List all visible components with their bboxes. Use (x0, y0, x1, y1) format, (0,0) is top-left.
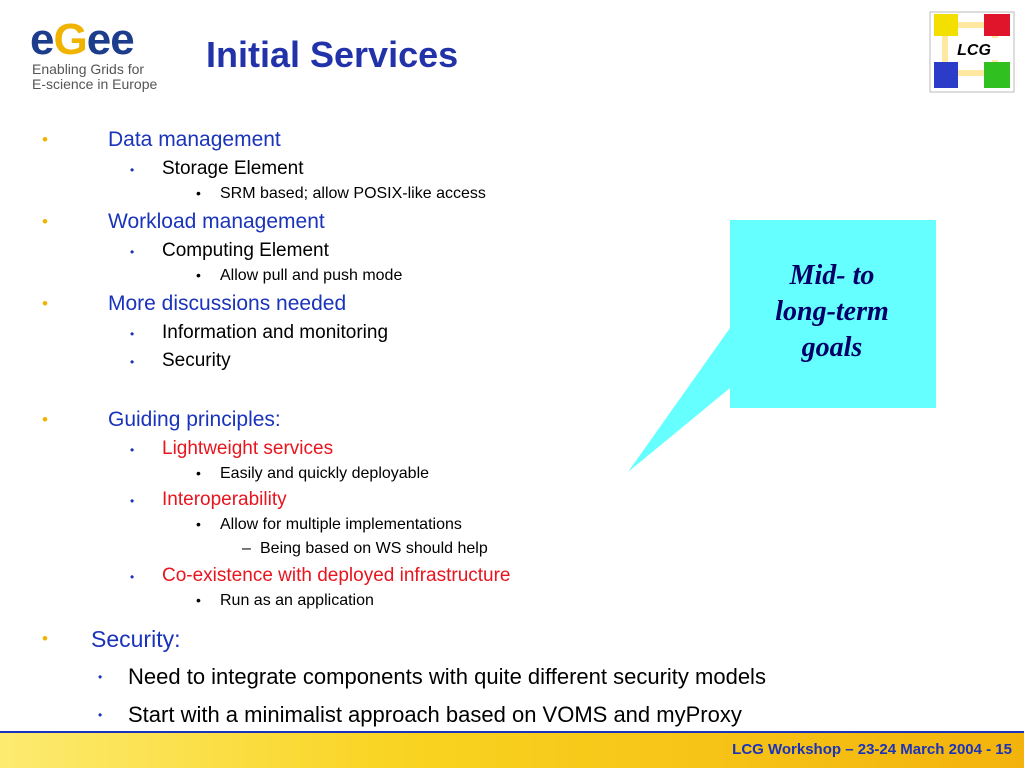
bullet-marker: • (98, 708, 103, 722)
bullet-marker: • (130, 443, 135, 457)
bullet-marker: • (130, 163, 135, 177)
bullet-text: Storage Element (162, 158, 304, 179)
callout-line-3: goals (801, 332, 863, 363)
lcg-logo (928, 10, 1016, 94)
bullet-text: Allow for multiple implementations (220, 516, 462, 533)
bullet-text: Data management (108, 128, 281, 151)
slide-title: Initial Services (206, 34, 459, 75)
bullet-text: More discussions needed (108, 292, 347, 315)
bullet-marker: • (130, 494, 135, 508)
bullet-text: Interoperability (162, 489, 287, 510)
bullet-text: Information and monitoring (162, 322, 389, 343)
egee-logo-ee: ee (86, 15, 134, 64)
bullet-text: Start with a minimalist approach based on VOMS and myProxy (128, 702, 742, 727)
bullet-text: Security (162, 350, 231, 371)
bullet-marker: • (42, 629, 48, 648)
bullet-marker: • (130, 355, 135, 369)
egee-logo (30, 15, 170, 98)
bullet-text: Lightweight services (162, 438, 334, 459)
footer-text: LCG Workshop – 23-24 March 2004 - 15 (732, 741, 1012, 758)
bullet-marker: • (98, 670, 103, 684)
bullet-text: Easily and quickly deployable (220, 465, 430, 482)
bullet-text: Security: (91, 626, 181, 652)
bullet-text: Need to integrate components with quite different security models (128, 664, 766, 689)
bullet-marker: • (42, 130, 48, 149)
bullet-text: SRM based; allow POSIX-like access (220, 185, 486, 202)
bullet-marker: • (130, 570, 135, 584)
egee-logo-tagline-1: Enabling Grids for (32, 61, 145, 77)
bullet-text: Co-existence with deployed infrastructure (162, 565, 511, 586)
egee-logo-g: G (53, 15, 87, 64)
bullet-text: Computing Element (162, 240, 329, 261)
bullet-text: Allow pull and push mode (220, 267, 403, 284)
lcg-logo-label: LCG (957, 42, 991, 59)
footer-divider (0, 731, 1024, 733)
bullet-text: Run as an application (220, 592, 374, 609)
egee-logo-tagline-2: E-science in Europe (32, 76, 158, 92)
callout-text (732, 258, 932, 366)
bullet-marker: • (42, 294, 48, 313)
egee-logo-word (30, 15, 170, 64)
egee-logo-e1: e (30, 15, 54, 64)
bullet-marker: • (196, 185, 201, 201)
bullet-marker: – (242, 540, 251, 557)
bullet-marker: • (196, 267, 201, 283)
bullet-text: Guiding principles: (108, 408, 281, 431)
bullet-text: Being based on WS should help (260, 540, 488, 557)
bullet-marker: • (130, 327, 135, 341)
bullet-marker: • (130, 245, 135, 259)
bullet-marker: • (42, 410, 48, 429)
bullet-marker: • (196, 465, 201, 481)
callout-line-1: Mid- to (789, 260, 875, 291)
bullet-marker: • (196, 516, 201, 532)
bullet-marker: • (196, 592, 201, 608)
callout-line-2: long-term (775, 296, 889, 327)
bullet-text: Workload management (108, 210, 325, 233)
bullet-marker: • (42, 212, 48, 231)
